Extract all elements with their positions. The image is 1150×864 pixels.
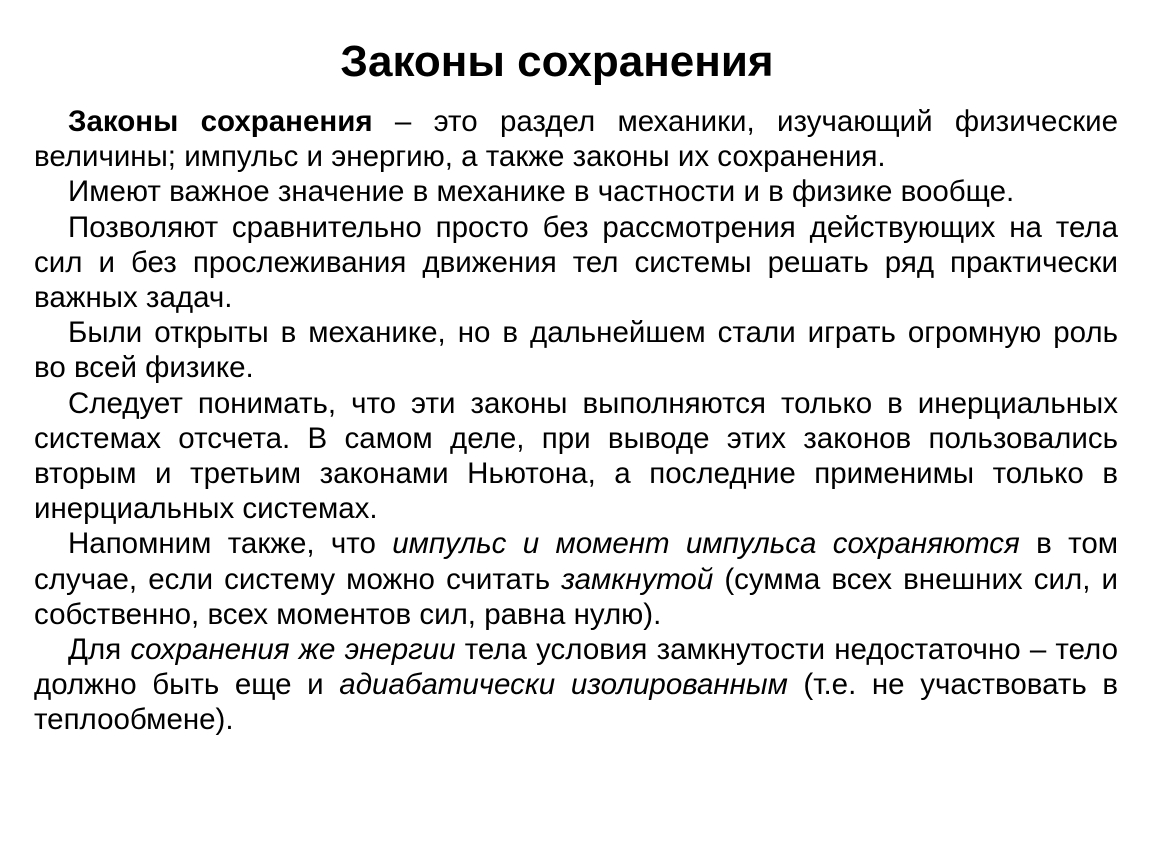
paragraph-text: Для [68,633,131,667]
italic-phrase: импульс и момент импульса сохраняются [392,527,1020,561]
page-title: Законы сохранения [340,37,774,86]
paragraph-usefulness [34,210,1118,316]
paragraph-importance [34,174,1118,209]
paragraph-text: Позволяют сравнительно просто без рассмотрения действующих на тела сил и без прослеживания движения тел системы решать ряд практически важных задач. [34,210,1118,315]
paragraph-text: Были открыты в механике, но в дальнейшем стали играть огромную роль во всей физике. [34,316,1118,385]
term-bold: Законы сохранения [68,105,373,138]
definition-text: – это раздел механики, изучающий физические величины; импульс и энергию, а также законы их сохранения. [34,105,1119,174]
paragraph-history [34,315,1118,385]
paragraph-text: (сумма всех внешних сил, и собственно, всех моментов сил, равна нулю). [34,562,1118,631]
paragraph-inertial-frames [34,386,1118,527]
slide-body [34,104,1118,738]
italic-phrase: сохранения же энергии [130,633,456,667]
paragraph-text: Следует понимать, что эти законы выполняются только в инерциальных системах отсчета. В самом деле, при выводе этих законов пользовались вторым и третьим законами Ньютона, а последние применимы только в инерциальных системах. [34,386,1118,526]
paragraph-text: в том случае, если систему можно считать [34,527,1119,596]
paragraph-text: Напомним также, что [68,527,393,561]
italic-phrase: замкнутой [561,562,714,596]
paragraph-definition [34,104,1118,174]
paragraph-text: Имеют важное значение в механике в частности и в физике вообще. [68,175,1015,209]
italic-phrase: адиабатически изолированным [339,668,788,702]
paragraph-text: (т.е. не участвовать в теплообмене). [34,668,1118,737]
paragraph-text: тела условия замкнутости недостаточно – тело должно быть еще и [34,633,1118,702]
paragraph-energy [34,632,1118,738]
paragraph-momentum [34,526,1118,632]
